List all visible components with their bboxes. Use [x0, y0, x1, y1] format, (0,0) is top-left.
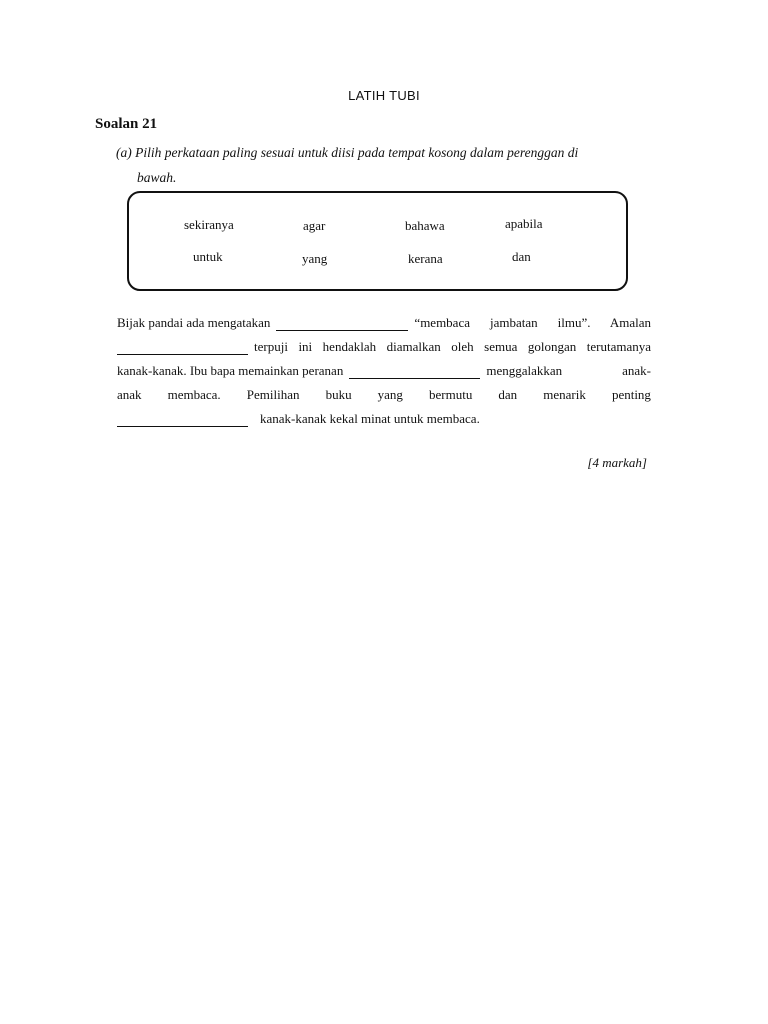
answer-blank-1[interactable]: [276, 316, 408, 331]
word-option: apabila: [505, 216, 543, 231]
passage-word: penting: [611, 387, 651, 402]
passage-line: [117, 379, 651, 403]
passage-word: bermutu: [429, 387, 473, 402]
question-instruction: [116, 140, 636, 190]
passage-text: Bijak pandai ada mengatakan: [117, 315, 271, 330]
question-number: Soalan 21: [95, 116, 158, 132]
passage-word: yang: [377, 387, 403, 402]
passage-text: “membaca jambatan ilmu”. Amalan: [414, 315, 651, 330]
passage-line: [117, 355, 651, 379]
word-option: bahawa: [405, 218, 445, 233]
marks-label: [4 markah]: [587, 455, 647, 470]
passage-word: Pemilihan: [246, 387, 300, 402]
answer-blank-4[interactable]: [117, 412, 248, 427]
passage-text: kanak-kanak kekal minat untuk membaca.: [260, 411, 480, 426]
passage: [117, 307, 651, 427]
passage-line: [117, 307, 651, 331]
word-option: yang: [302, 251, 328, 266]
passage-text: terpuji ini hendaklah diamalkan oleh semua golongan terutamanya: [254, 339, 651, 354]
instruction-line-2: bawah.: [137, 170, 177, 185]
answer-blank-2[interactable]: [117, 340, 248, 355]
word-option: sekiranya: [184, 217, 234, 232]
word-option: dan: [512, 249, 531, 264]
passage-word: anak: [117, 387, 142, 402]
word-option: kerana: [408, 251, 443, 266]
word-choice-box: [127, 191, 628, 291]
passage-word: dan: [498, 387, 518, 402]
passage-line: [117, 331, 651, 355]
passage-line: [117, 403, 651, 427]
answer-blank-3[interactable]: [349, 364, 480, 379]
passage-word: membaca.: [167, 387, 221, 402]
passage-word: buku: [325, 387, 352, 402]
word-option: agar: [303, 218, 326, 233]
page-title: LATIH TUBI: [348, 88, 420, 103]
word-option: untuk: [193, 249, 223, 264]
passage-text: kanak-kanak. Ibu bapa memainkan peranan: [117, 363, 344, 378]
passage-text: menggalakkan anak-: [486, 363, 651, 378]
instruction-line-1: (a) Pilih perkataan paling sesuai untuk diisi pada tempat kosong dalam perenggan di: [116, 145, 579, 160]
passage-word: menarik: [543, 387, 586, 402]
